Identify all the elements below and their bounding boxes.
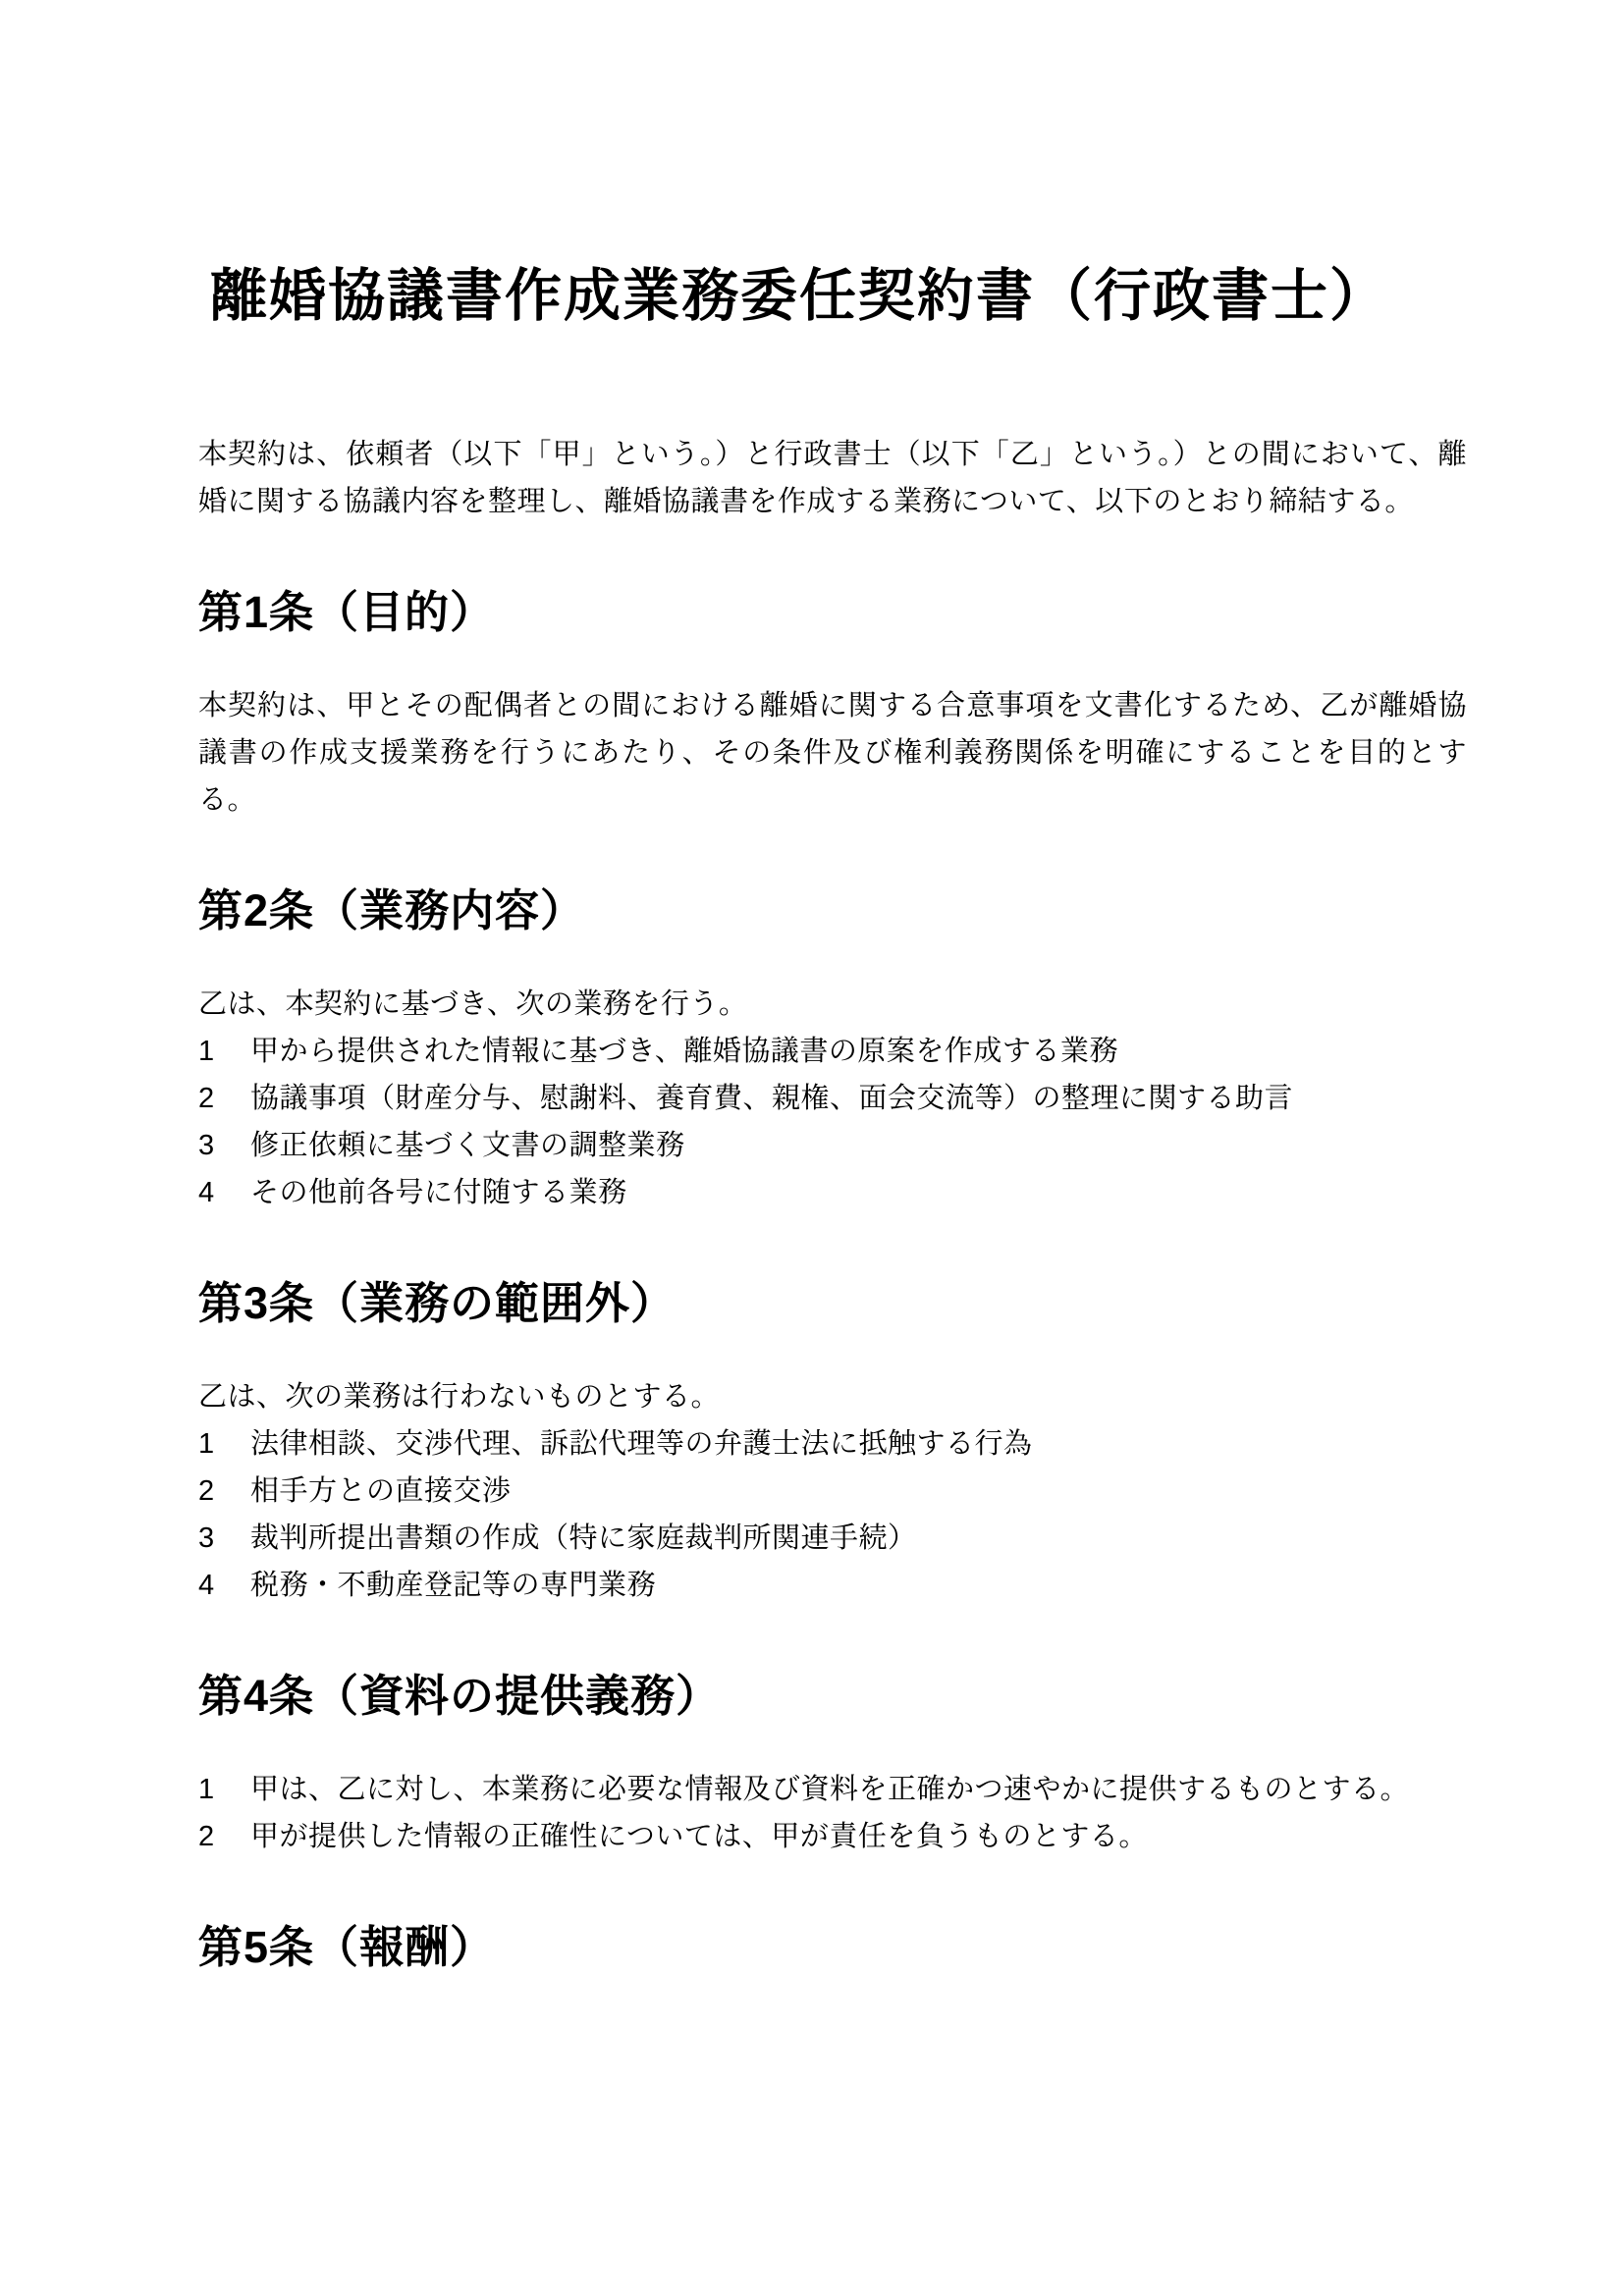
article-5-heading: 第5条（報酬） <box>198 1921 496 1972</box>
article-3-item-4 <box>198 1562 1467 1609</box>
article-2-item-1 <box>198 1028 1467 1075</box>
item-number: 3 <box>198 1522 215 1554</box>
item-text: 甲は、乙に対し、本業務に必要な情報及び資料を正確かつ速やかに提供するものとする。 <box>250 1773 1410 1805</box>
intro-paragraph: 本契約は、依頼者（以下「甲」という。）と行政書士（以下「乙」という。）との間において、離婚に関する協議内容を整理し、離婚協議書を作成する業務について、以下のとおり締結する。 <box>198 438 1467 517</box>
item-number: 2 <box>198 1082 215 1114</box>
item-text: 税務・不動産登記等の専門業務 <box>250 1569 657 1601</box>
section-article-4 <box>198 1670 1467 1860</box>
item-text: その他前各号に付随する業務 <box>250 1176 627 1208</box>
item-number: 1 <box>198 1773 215 1805</box>
article-2-lead: 乙は、本契約に基づき、次の業務を行う。 <box>198 988 748 1020</box>
article-3-body <box>198 1373 1467 1609</box>
item-number: 4 <box>198 1569 215 1601</box>
article-4-body <box>198 1766 1467 1860</box>
section-article-2 <box>198 884 1467 1216</box>
article-3-item-1 <box>198 1420 1467 1468</box>
item-number: 1 <box>198 1427 215 1460</box>
section-article-3 <box>198 1277 1467 1609</box>
item-number: 1 <box>198 1035 215 1067</box>
article-2-item-4 <box>198 1169 1467 1216</box>
item-text: 修正依頼に基づく文書の調整業務 <box>250 1129 685 1161</box>
section-article-1 <box>198 586 1467 824</box>
article-4-item-2 <box>198 1813 1467 1860</box>
item-text: 裁判所提出書類の作成（特に家庭裁判所関連手続） <box>250 1522 917 1554</box>
article-2-body <box>198 981 1467 1216</box>
article-1-body: 本契約は、甲とその配偶者との間における離婚に関する合意事項を文書化するため、乙が離婚協議書の作成支援業務を行うにあたり、その条件及び権利義務関係を明確にすることを目的とする。 <box>198 689 1467 816</box>
article-4-item-1 <box>198 1766 1467 1813</box>
item-text: 甲が提供した情報の正確性については、甲が責任を負うものとする。 <box>250 1820 1148 1852</box>
item-text: 相手方との直接交渉 <box>250 1474 512 1507</box>
article-1-heading: 第1条（目的） <box>198 586 496 637</box>
document-title: 離婚協議書作成業務委任契約書（行政書士） <box>210 264 1389 328</box>
item-text: 法律相談、交渉代理、訴訟代理等の弁護士法に抵触する行為 <box>250 1427 1033 1460</box>
article-3-item-2 <box>198 1468 1467 1515</box>
item-text: 協議事項（財産分与、慰謝料、養育費、親権、面会交流等）の整理に関する助言 <box>250 1082 1294 1114</box>
article-2-heading: 第2条（業務内容） <box>198 884 586 935</box>
item-number: 2 <box>198 1820 215 1852</box>
article-3-item-3 <box>198 1515 1467 1562</box>
item-number: 3 <box>198 1129 215 1161</box>
article-2-item-3 <box>198 1122 1467 1169</box>
section-article-5 <box>198 1921 1467 1974</box>
item-number: 4 <box>198 1176 215 1208</box>
article-3-lead: 乙は、次の業務は行わないものとする。 <box>198 1380 721 1413</box>
item-text: 甲から提供された情報に基づき、離婚協議書の原案を作成する業務 <box>250 1035 1118 1067</box>
article-2-item-2 <box>198 1075 1467 1122</box>
article-3-heading: 第3条（業務の範囲外） <box>198 1277 677 1328</box>
item-number: 2 <box>198 1474 215 1507</box>
article-4-heading: 第4条（資料の提供義務） <box>198 1670 722 1721</box>
